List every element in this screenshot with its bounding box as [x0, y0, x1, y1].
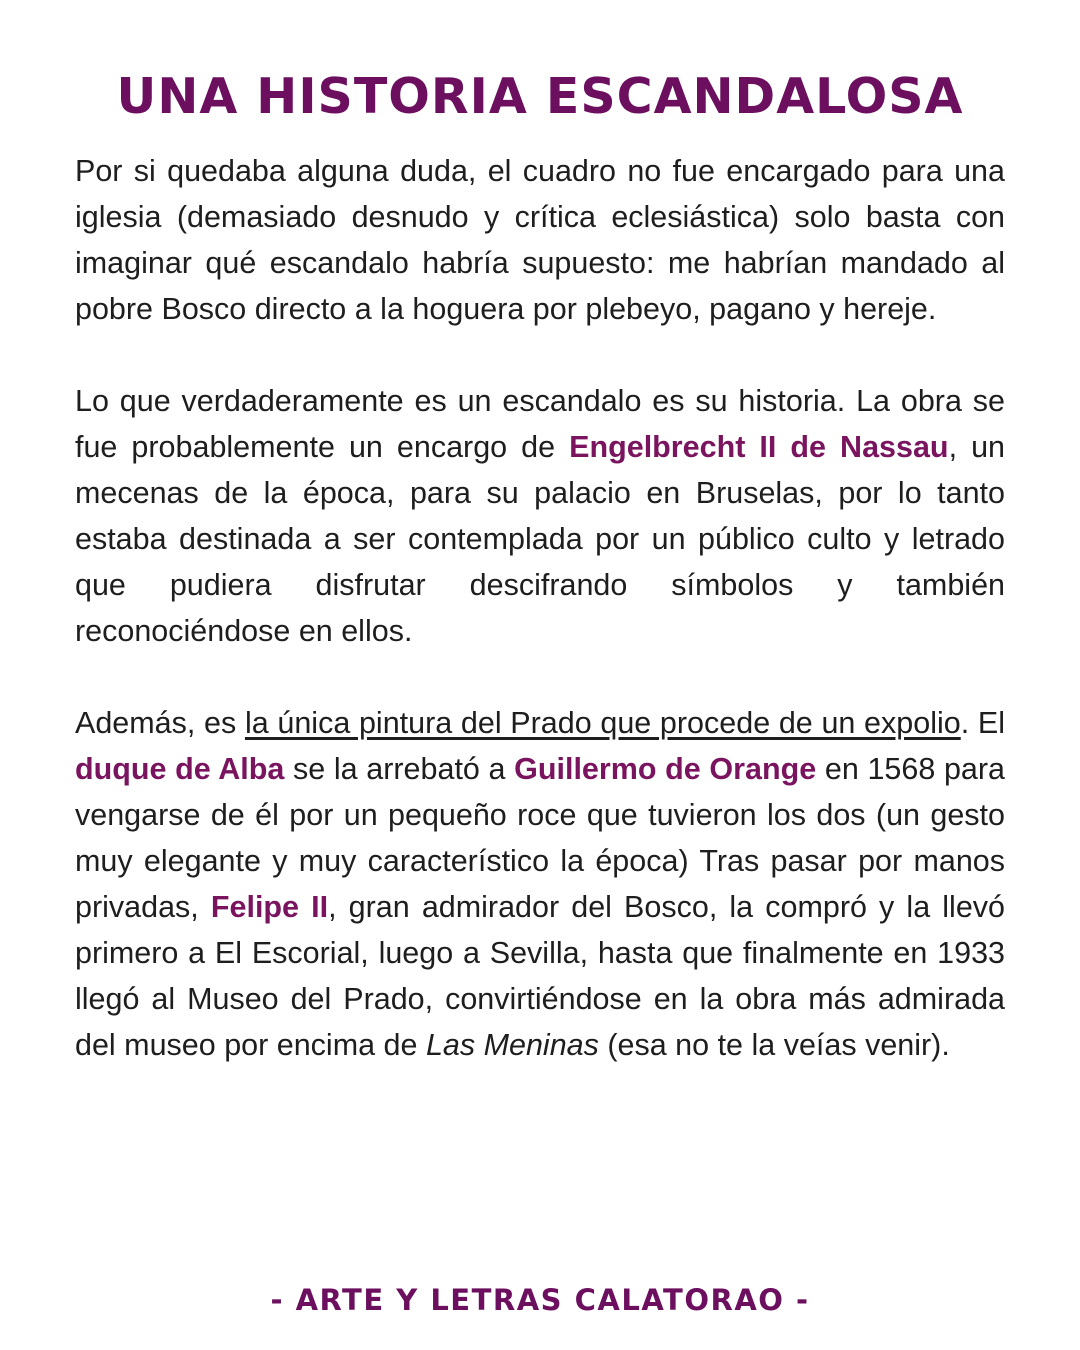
- article-body: [75, 148, 1005, 1114]
- paragraph-history: [75, 378, 1005, 654]
- text-segment: Lo que verdaderamente es un escandalo es su historia. La obra se fue probablemente un encargo de: [75, 384, 1005, 464]
- highlight-engelbrecht: Engelbrecht II de Nassau: [569, 430, 949, 464]
- text-segment: , gran admirador del Bosco, la compró y la llevó primero a El Escorial, luego a Sevilla, hasta que finalmente en 1933 llegó al Museo del Prado, convirtiéndose en la obra más admirada del museo por encima de: [75, 890, 1005, 1062]
- text-segment: en 1568 para vengarse de él por un pequeño roce que tuvieron los dos (un gesto muy elegante y muy característico la época) Tras pasar por manos privadas,: [75, 752, 1005, 924]
- page-title: UNA HISTORIA ESCANDALOSA: [116, 68, 964, 125]
- text-segment: . El: [960, 706, 1005, 740]
- text-segment: (esa no te la veías venir).: [598, 1028, 950, 1062]
- text-segment: Además, es: [75, 706, 245, 740]
- text-segment: se la arrebató a: [284, 752, 515, 786]
- text-segment: , un mecenas de la época, para su palacio en Bruselas, por lo tanto estaba destinada a ser contemplada por un público culto y letrado que pudiera disfrutar descifrando símbolos y también reconociéndose en ellos.: [75, 430, 1005, 648]
- paragraph-intro: [75, 148, 1005, 332]
- highlight-felipe-ii: Felipe II: [210, 890, 329, 924]
- highlight-duque-de-alba: duque de Alba: [75, 752, 285, 786]
- footer-signature: - ARTE Y LETRAS CALATORAO -: [270, 1283, 810, 1317]
- paragraph-expolio: [75, 700, 1005, 1068]
- paragraph-intro-text: Por si quedaba alguna duda, el cuadro no fue encargado para una iglesia (demasiado desnudo y crítica eclesiástica) solo basta con imaginar qué escandalo habría supuesto: me habrían mandado al pobre Bosco directo a la hoguera por plebeyo, pagano y hereje.: [75, 154, 1005, 326]
- italic-las-meninas: Las Meninas: [425, 1028, 599, 1062]
- underlined-expolio: la única pintura del Prado que procede de un expolio: [244, 706, 961, 740]
- highlight-guillermo-de-orange: Guillermo de Orange: [514, 752, 817, 786]
